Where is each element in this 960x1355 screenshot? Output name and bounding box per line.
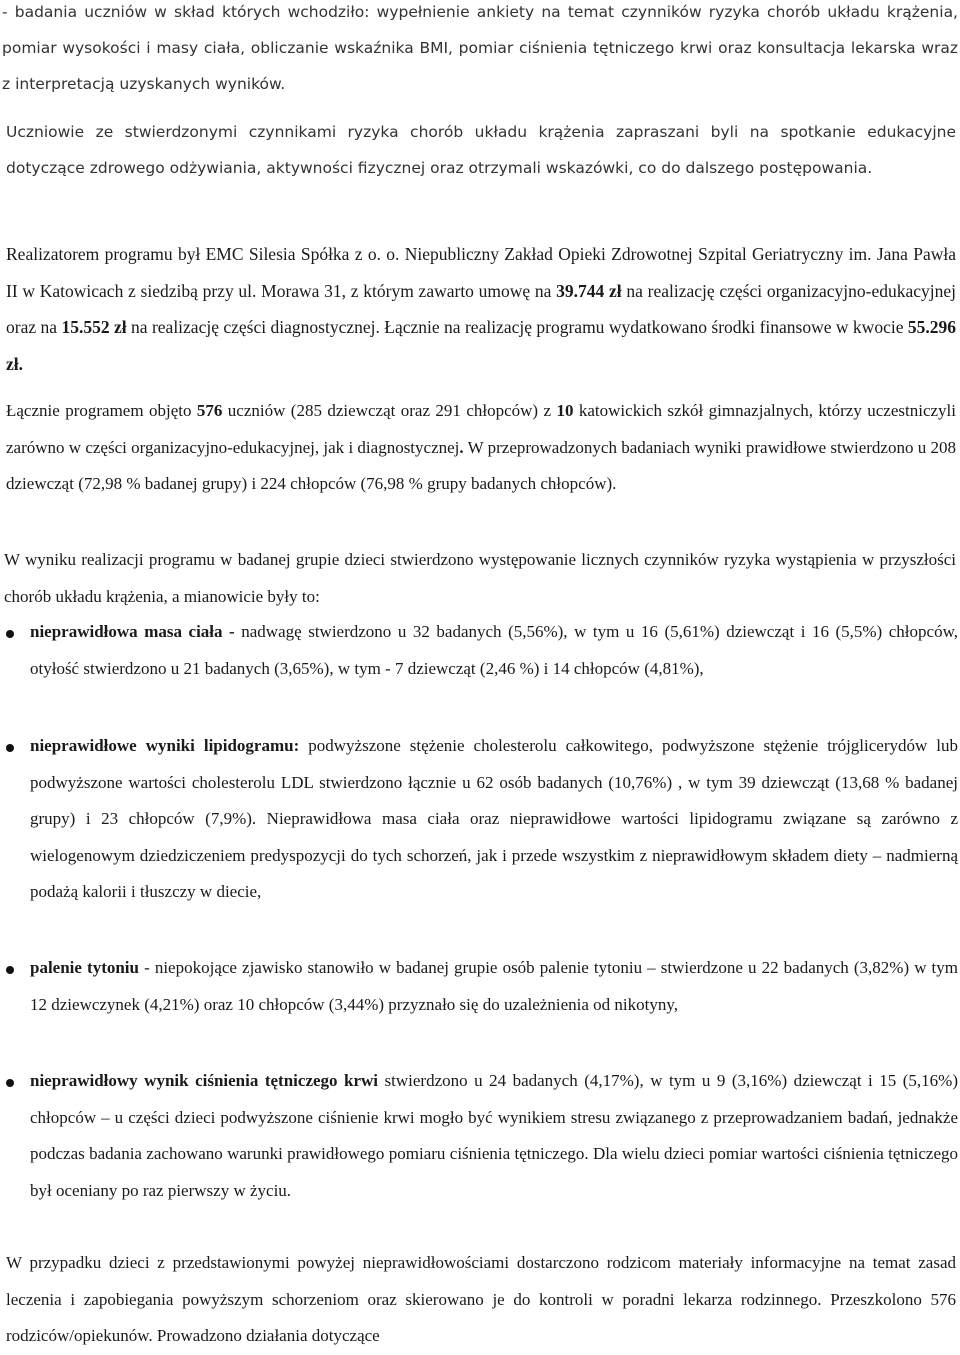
amount-total: 55.296 zł. xyxy=(6,317,957,374)
participants-text-3: katowickich szkół gimnazjalnych, którzy uczestniczyli zarówno w części organizacyjno-edukacyjnej, jak i diagnostycznej xyxy=(6,401,956,457)
list-item-body: podwyższone stężenie cholesterolu całkowitego, podwyższone stężenie trójglicerydów lub podwyższone wartości cholesterolu LDL stwierdzono łącznie u 62 osób badanych (10,76%) , w tym 39 dziewcząt (13,68 % badanej grupy) i 23 chłopców (7,9%). Nieprawidłowa masa ciała oraz nieprawidłowe wartości lipidogramu związane są zarówno z wielogenowym dziedziczeniem predyspozycji do tych schorzeń, jak i przede wszystkim z nieprawidłowym składem diety – nadmierną podażą kalorii i tłuszczy w diecie, xyxy=(30,736,959,901)
bullet-icon xyxy=(6,744,14,752)
list-item-text xyxy=(30,950,958,1023)
amount-diagnostic: 15.552 zł xyxy=(61,317,127,337)
bullet-icon xyxy=(6,966,14,974)
schools-count: 10 xyxy=(556,401,574,420)
list-item-heading: nieprawidłowa masa ciała - xyxy=(30,622,235,641)
participants-text-4: W przeprowadzonych badaniach wyniki prawidłowe stwierdzono u 208 dziewcząt (72,98 % badanej grupy) i 224 chłopców (76,98 % grupy badanych chłopców). xyxy=(6,437,957,493)
bullet-icon xyxy=(6,1079,14,1087)
paragraph-student-examinations: - badania uczniów w skład których wchodziło: wypełnienie ankiety na temat czynników ryzyka chorób układu krążenia, pomiar wysokości i masy ciała, obliczanie wskaźnika BMI, pomiar ciśnienia tętniczego krwi oraz konsultacja lekarska wraz z interpretacją uzyskanych wyników. xyxy=(2,3,958,93)
list-item-body: - niepokojące zjawisko stanowiło w badanej grupie osób palenie tytoniu – stwierdzone u 22 badanych (3,82%) w tym 12 dziewczynek (4,21%) oraz 10 chłopców (3,44%) przyznało się do uzależnienia od nikotyny, xyxy=(30,958,958,1014)
list-item-body: stwierdzono u 24 badanych (4,17%), w tym u 9 (3,16%) dziewcząt i 15 (5,16%) chłopców – u części dzieci podwyższone ciśnienie krwi mogło być wynikiem stresu związanego z przeprowadzaniem badań, jednakże podczas badania zachowano warunki prawidłowego pomiaru ciśnienia tętniczego. Dla wielu dzieci pomiar wartości ciśnienia tętniczego był oceniany po raz pierwszy w życiu. xyxy=(30,1071,958,1200)
participants-count: 576 xyxy=(196,401,223,420)
list-item-body: nadwagę stwierdzono u 32 badanych (5,56%), w tym u 16 (5,61%) dziewcząt i 16 (5,5%) chłopców, otyłość stwierdzono u 21 badanych (3,65%), w tym - 7 dziewcząt (2,46 %) i 14 chłopców (4,81%), xyxy=(30,622,958,678)
contractor-text-3: na realizację części diagnostycznej. Łącznie na realizację programu wydatkowano środki finansowe w kwocie xyxy=(126,317,908,337)
participants-text-1: Łącznie programem objęto xyxy=(6,401,197,420)
participants-text-2: uczniów (285 dziewcząt oraz 291 chłopców) z xyxy=(222,401,557,420)
paragraph-participants xyxy=(6,393,956,503)
paragraph-parents-information: W przypadku dzieci z przedstawionymi powyżej nieprawidłowościami dostarczono rodzicom materiały informacyjne na temat zasad leczenia i zapobiegania powyższym schorzeniom oraz skierowano je do kontroli w poradni lekarza rodzinnego. Przeszkolono 576 rodziców/opiekunów. Prowadzono działania dotyczące xyxy=(6,1253,956,1345)
list-item-heading: palenie tytoniu xyxy=(30,958,139,977)
bullet-icon xyxy=(6,630,14,638)
contractor-text-2: na realizację części organizacyjno-edukacyjnej oraz na xyxy=(6,280,957,337)
amount-organizational: 39.744 zł xyxy=(556,280,622,301)
participants-period: . xyxy=(459,437,464,457)
list-item-text xyxy=(30,728,958,911)
paragraph-risk-factors-intro: W wyniku realizacji programu w badanej grupie dzieci stwierdzono występowanie licznych czynników ryzyka wystąpienia w przyszłości chorób układu krążenia, a mianowicie były to: xyxy=(4,550,956,606)
paragraph-program-contractor xyxy=(6,236,956,382)
list-item-heading: nieprawidłowe wyniki lipidogramu: xyxy=(30,736,300,755)
list-item-heading: nieprawidłowy wynik ciśnienia tętniczego krwi xyxy=(30,1071,379,1090)
list-item-text xyxy=(30,614,958,687)
paragraph-education-meetings: Uczniowie ze stwierdzonymi czynnikami ryzyka chorób układu krążenia zapraszani byli na spotkanie edukacyjne dotyczące zdrowego odżywiania, aktywności fizycznej oraz otrzymali wskazówki, co do dalszego postępowania. xyxy=(6,123,956,177)
contractor-text-1: Realizatorem programu był EMC Silesia Spółka z o. o. Niepubliczny Zakład Opieki Zdrowotnej Szpital Geriatryczny im. Jana Pawła II w Katowicach z siedzibą przy ul. Morawa 31, z którym zawarto umowę na xyxy=(6,244,956,301)
list-item-text xyxy=(30,1063,958,1209)
